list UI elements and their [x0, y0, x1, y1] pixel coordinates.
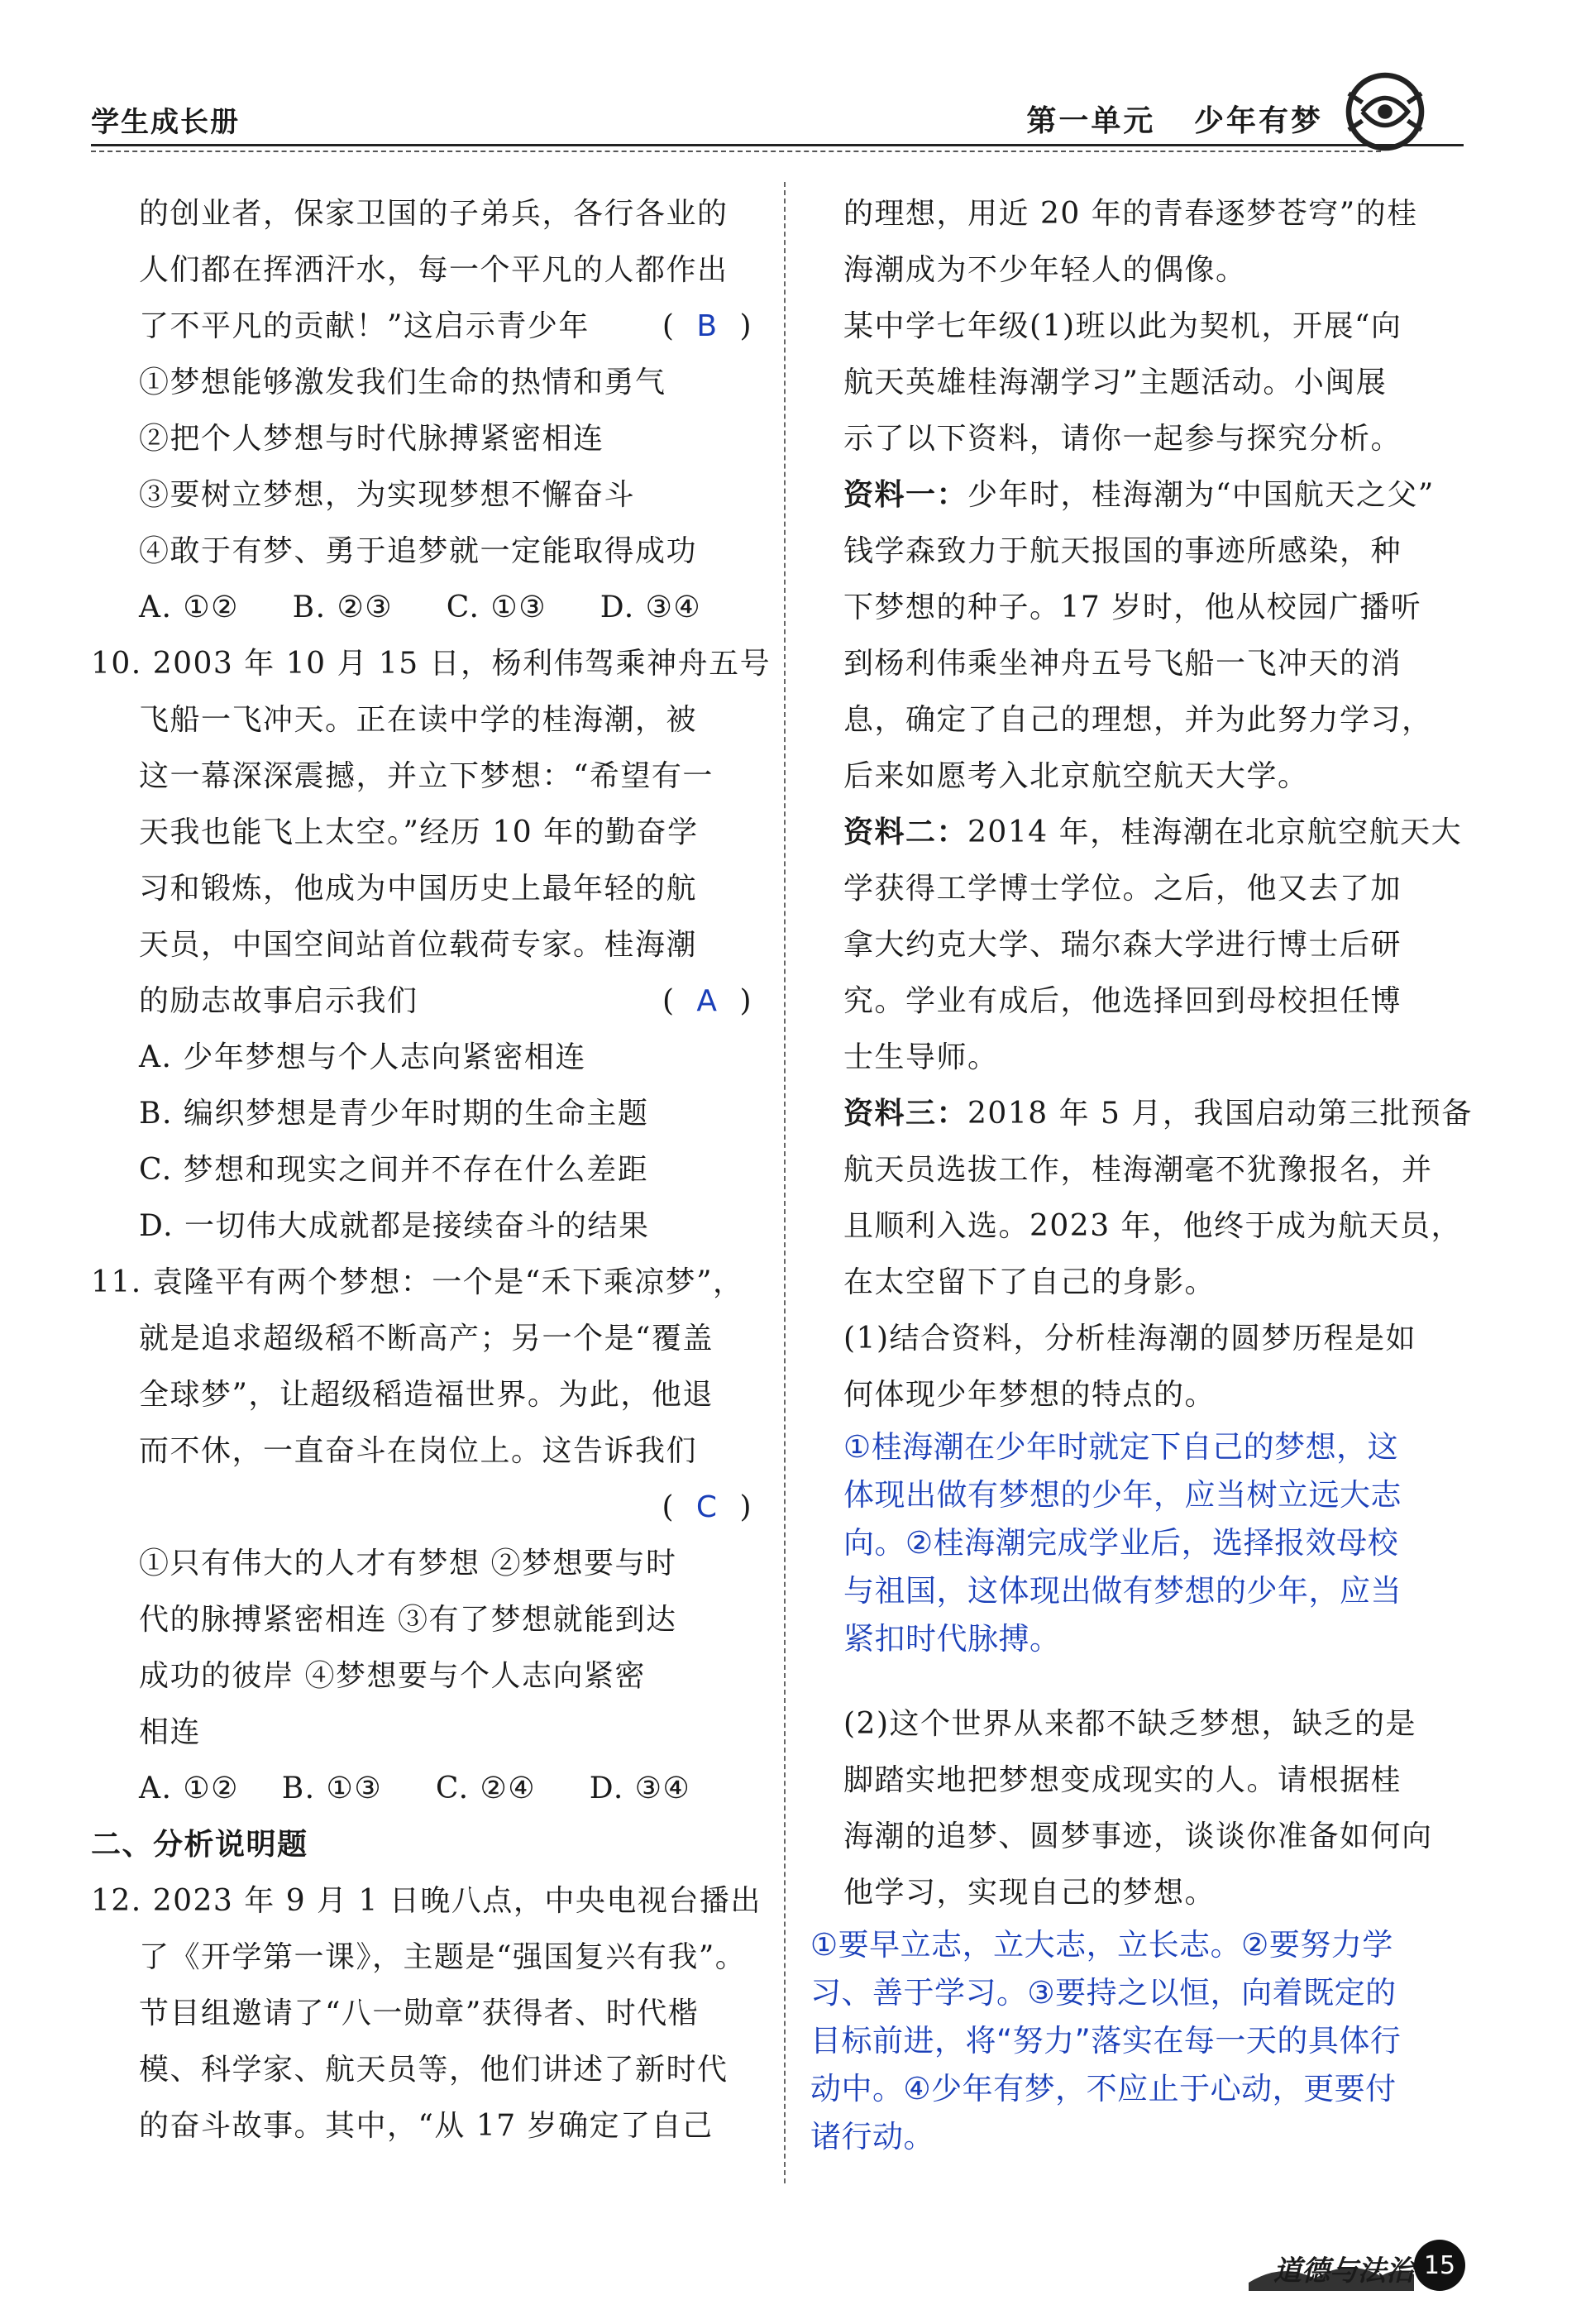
text-line: 天我也能飞上太空。”经历 10 年的勤奋学 — [139, 815, 699, 849]
text-line: 示了以下资料，请你一起参与探究分析。 — [843, 422, 1402, 456]
text-line: 海潮成为不少年轻人的偶像。 — [843, 253, 1247, 287]
answer-line: 习、善于学习。③要持之以恒，向着既定的 — [810, 1975, 1397, 2011]
text-line: 脚踏实地把梦想变成现实的人。请根据桂 — [843, 1763, 1402, 1797]
answer-2 — [810, 1921, 1472, 2161]
text-line: 这一幕深深震撼，并立下梦想：“希望有一 — [139, 759, 714, 793]
text-line: 学获得工学博士学位。之后，他又去了加 — [843, 872, 1402, 906]
material-1 — [843, 467, 1472, 805]
book-title: 学生成长册 — [91, 106, 240, 139]
text-line: 而不休，一直奋斗在岗位上。这告诉我们 — [139, 1434, 698, 1468]
q11-answer-bracket: ( C ) — [662, 1490, 752, 1524]
column-divider — [784, 182, 786, 2183]
text-line: 某中学七年级(1)班以此为契机，开展“向 — [843, 309, 1402, 343]
material-label: 资料一： — [843, 478, 968, 512]
q9-choices — [139, 580, 752, 636]
answer-line: 紧扣时代脉搏。 — [843, 1621, 1061, 1657]
text-line: 飞船一飞冲天。正在读中学的桂海潮，被 — [139, 703, 698, 737]
sub-question-2 — [843, 1696, 1472, 1921]
text-line: 了不平凡的贡献！”这启示青少年 — [139, 309, 590, 343]
unit-title — [1026, 98, 1323, 140]
q11-choices — [139, 1761, 752, 1817]
unit-name: 少年有梦 — [1193, 104, 1323, 138]
text-line: 拿大约克大学、瑞尔森大学进行博士后研 — [843, 928, 1402, 962]
answer-line: 体现出做有梦想的少年，应当树立远大志 — [843, 1477, 1402, 1513]
text-line: 人们都在挥洒汗水，每一个平凡的人都作出 — [139, 253, 729, 287]
text-line: 何体现少年梦想的特点的。 — [843, 1378, 1216, 1412]
choice: B. ②③ — [292, 591, 394, 624]
q9-option: ④敢于有梦、勇于追梦就一定能取得成功 — [139, 534, 698, 568]
text-line: 航天英雄桂海潮学习”主题活动。小闽展 — [843, 366, 1388, 399]
unit-number: 第一单元 — [1026, 104, 1156, 138]
q12-intro — [843, 299, 1472, 467]
q9-option: ①梦想能够激发我们生命的热情和勇气 — [139, 366, 666, 399]
text-line: 2018 年 5 月，我国启动第三批预备 — [967, 1097, 1473, 1131]
right-column — [810, 186, 1473, 2161]
text-line: 12. 2023 年 9 月 1 日晚八点，中央电视台播出 — [91, 1884, 762, 1918]
q11-answer: C — [695, 1490, 719, 1524]
choice: D. ③④ — [600, 591, 702, 624]
q9-option: ②把个人梦想与时代脉搏紧密相连 — [139, 422, 604, 456]
choice: D. ③④ — [589, 1772, 691, 1805]
text-line: 全球梦”，让超级稻造福世界。为此，他退 — [139, 1378, 714, 1412]
text-line: 2014 年，桂海潮在北京航空航天大 — [967, 815, 1463, 849]
text-line: 少年时，桂海潮为“中国航天之父” — [967, 478, 1435, 512]
page-header — [91, 91, 1464, 157]
text-line: 就是追求超级稻不断高产；另一个是“覆盖 — [139, 1322, 714, 1356]
text-line: 到杨利伟乘坐神舟五号飞船一飞冲天的消 — [843, 647, 1402, 681]
answer-line: 动中。④少年有梦，不应止于心动，更要付 — [810, 2071, 1397, 2106]
q9-answer: B — [696, 309, 719, 343]
answer-line: 诸行动。 — [810, 2119, 934, 2154]
q12 — [91, 1873, 762, 2154]
text-line: 了《开学第一课》，主题是“强国复兴有我”。 — [139, 1940, 747, 1974]
text-line: 天员，中国空间站首位载荷专家。桂海潮 — [139, 928, 698, 962]
q10 — [91, 636, 772, 1255]
text-line: 且顺利入选。2023 年，他终于成为航天员， — [843, 1209, 1463, 1243]
text-line: 11. 袁隆平有两个梦想：一个是“禾下乘凉梦”， — [91, 1265, 744, 1299]
text-line: 后来如愿考入北京航空航天大学。 — [843, 759, 1309, 793]
q10-answer-bracket: ( A ) — [662, 984, 752, 1018]
material-label: 资料三： — [843, 1097, 968, 1131]
header-rule — [91, 144, 1464, 146]
text-line: 海潮的追梦、圆梦事迹，谈谈你准备如何向 — [843, 1820, 1433, 1853]
text-line: 的创业者，保家卫国的子弟兵，各行各业的 — [139, 197, 729, 231]
text-line: 10. 2003 年 10 月 15 日，杨利伟驾乘神舟五号 — [91, 647, 772, 681]
text-line: (1)结合资料，分析桂海潮的圆梦历程是如 — [843, 1322, 1416, 1356]
header-dashed-rule — [91, 151, 1381, 152]
answer-line: ①要早立志，立大志，立长志。②要努力学 — [810, 1927, 1393, 1963]
q11 — [91, 1255, 752, 1817]
choice: B. ①③ — [281, 1772, 383, 1805]
text-line: 模、科学家、航天员等，他们讲述了新时代 — [139, 2053, 729, 2087]
q10-option: C. 梦想和现实之间并不存在什么差距 — [139, 1153, 649, 1187]
q12-continued — [843, 186, 1472, 299]
text-line: 钱学森致力于航天报国的事迹所感染，种 — [843, 534, 1402, 568]
answer-1 — [843, 1423, 1472, 1663]
q10-stem-last — [139, 973, 752, 1030]
sub-question-1 — [843, 1311, 1472, 1423]
q9-stem — [91, 186, 752, 636]
choice: C. ①③ — [446, 591, 547, 624]
q9-stem-last — [139, 299, 752, 355]
text-line: 究。学业有成后，他选择回到母校担任博 — [843, 984, 1402, 1018]
q10-option: B. 编织梦想是青少年时期的生命主题 — [139, 1097, 649, 1131]
text-line: 的励志故事启示我们 — [139, 984, 418, 1018]
text-line: 士生导师。 — [843, 1040, 999, 1074]
material-2 — [843, 805, 1472, 1086]
q9-answer-bracket: ( B ) — [662, 309, 752, 343]
text-line: (2)这个世界从来都不缺乏梦想，缺乏的是 — [843, 1707, 1416, 1741]
q10-option: A. 少年梦想与个人志向紧密相连 — [139, 1040, 586, 1074]
left-column — [91, 186, 772, 2154]
q10-option: D. 一切伟大成就都是接续奋斗的结果 — [139, 1209, 650, 1243]
text-line: 的理想，用近 20 年的青春逐梦苍穹”的桂 — [843, 197, 1418, 231]
text-line: 习和锻炼，他成为中国历史上最年轻的航 — [139, 872, 698, 906]
text-line: 下梦想的种子。17 岁时，他从校园广播听 — [843, 591, 1422, 624]
text-line: 节目组邀请了“八一勋章”获得者、时代楷 — [139, 1996, 700, 2030]
choice: C. ②④ — [435, 1772, 537, 1805]
q10-answer: A — [696, 984, 719, 1018]
answer-line: ①桂海潮在少年时就定下自己的梦想，这 — [843, 1429, 1399, 1465]
choice: A. ①② — [139, 1772, 239, 1805]
subject-label: 道德与法治 — [1273, 2255, 1414, 2288]
choice: A. ①② — [139, 591, 239, 624]
material-3 — [843, 1086, 1472, 1311]
page-footer — [1273, 2233, 1472, 2299]
text-line: 息，确定了自己的理想，并为此努力学习， — [843, 703, 1433, 737]
page-number: 15 — [1414, 2240, 1465, 2291]
answer-line: 目标前进，将“努力”落实在每一天的具体行 — [810, 2023, 1402, 2059]
material-label: 资料二： — [843, 815, 968, 849]
q11-option: 成功的彼岸 ④梦想要与个人志向紧密 — [139, 1659, 646, 1693]
answer-line: 向。②桂海潮完成学业后，选择报效母校 — [843, 1525, 1399, 1561]
q9-option: ③要树立梦想，为实现梦想不懈奋斗 — [139, 478, 636, 512]
section-heading: 二、分析说明题 — [91, 1828, 308, 1862]
q11-option: 代的脉搏紧密相连 ③有了梦想就能到达 — [139, 1603, 677, 1637]
q11-option: ①只有伟大的人才有梦想 ②梦想要与时 — [139, 1547, 677, 1580]
q11-option: 相连 — [139, 1715, 202, 1749]
answer-line: 与祖国，这体现出做有梦想的少年，应当 — [843, 1573, 1402, 1609]
text-line: 航天员选拔工作，桂海潮毫不犹豫报名，并 — [843, 1153, 1433, 1187]
text-line: 的奋斗故事。其中，“从 17 岁确定了自己 — [139, 2109, 714, 2143]
text-line: 在太空留下了自己的身影。 — [843, 1265, 1216, 1299]
text-line: 他学习，实现自己的梦想。 — [843, 1876, 1216, 1910]
